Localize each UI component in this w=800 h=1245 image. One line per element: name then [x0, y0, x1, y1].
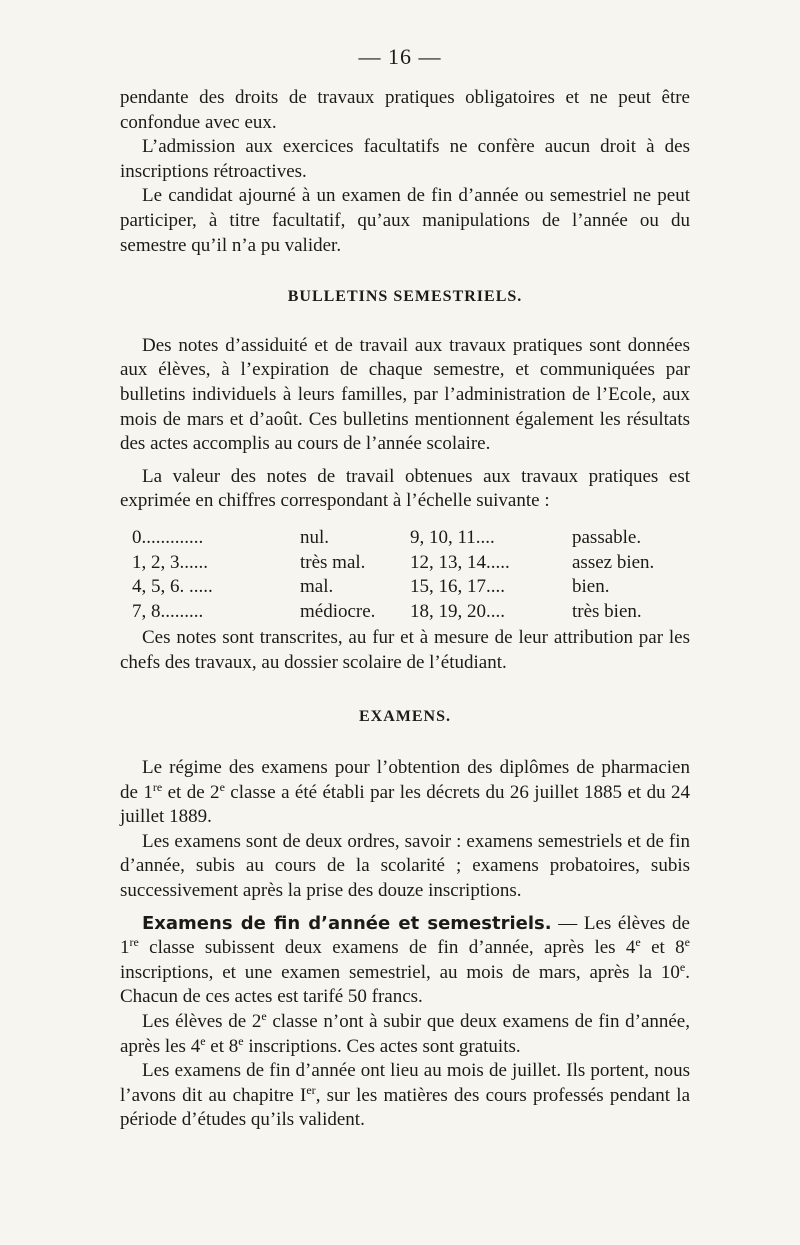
grade-marks: 9, 10, 11....: [410, 526, 495, 548]
grade-scale-row: [132, 526, 682, 551]
grade-scale-row: [132, 575, 682, 600]
section-title-examens: EXAMENS.: [358, 708, 451, 726]
grade-label: très mal.: [300, 551, 366, 573]
grade-label: assez bien.: [572, 551, 655, 573]
paragraph-exam-schedule: Les examens de fin d’année ont lieu au mois de juillet. Ils portent, nous l’avons dit au chapitre Ier, sur les matières des cours professés pendant la période d’études qu’ils valident.: [120, 1060, 690, 1131]
paragraph-optional-exercises: L’admission aux exercices facultatifs ne confère aucun droit à des inscriptions rétroactives.: [120, 136, 690, 182]
grade-marks: 15, 16, 17....: [410, 576, 505, 598]
grade-label: médiocre.: [300, 600, 376, 622]
section-title-bulletins: BULLETINS SEMESTRIELS.: [287, 288, 523, 306]
runin-heading: Examens de fin d’année et semestriels.: [142, 912, 552, 934]
paragraph-deferred-candidate: Le candidat ajourné à un examen de fin d’année ou semestriel ne peut participer, à titre facultatif, qu’aux manipulations de l’année ou du semestre qu’il n’a pu valider.: [120, 185, 690, 256]
grade-marks: 4, 5, 6. .....: [132, 576, 213, 598]
paragraph-exam-regime: Le régime des examens pour l’obtention des diplômes de pharmacien de 1re et de 2e classe a été établi par les décrets du 26 juillet 1885 et du 24 juillet 1889.: [120, 757, 690, 828]
page-body: [120, 86, 690, 1133]
grade-label: bien.: [572, 576, 610, 598]
paragraph-notes-transcribed: Ces notes sont transcrites, au fur et à mesure de leur attribution par les chefs des travaux, au dossier scolaire de l’étudiant.: [120, 627, 690, 673]
grade-scale-row: [132, 551, 682, 576]
grade-label: très bien.: [572, 600, 642, 622]
paragraph-year-end-exams: Examens de fin d’année et semestriels. — Les élèves de 1re classe subissent deux examens de fin d’année, après les 4e et 8e inscriptions, et une examen semestriel, au mois de mars, après la 10e. Chacun de ces actes est tarifé 50 francs.: [120, 912, 690, 1008]
grade-marks: 0.............: [132, 526, 204, 548]
grade-marks: 1, 2, 3......: [132, 551, 208, 573]
paragraph-grade-scale-intro: La valeur des notes de travail obtenues aux travaux pratiques est exprimée en chiffres correspondant à l’échelle suivante :: [120, 465, 690, 512]
grade-scale-row: [132, 600, 682, 625]
page-number: — 16 —: [358, 44, 442, 69]
grade-scale-table: [132, 526, 682, 624]
paragraph-bulletins: Des notes d’assiduité et de travail aux travaux pratiques sont données aux élèves, à l’expiration de chaque semestre, et communiquées par bulletins individuels à leurs familles, par l’administration de l’Ecole, aux mois de mars et d’août. Ces bulletins mentionnent également les résultats des actes accomplis au cours de l’année scolaire.: [120, 334, 690, 455]
grade-label: nul.: [300, 526, 330, 548]
paragraph-exam-orders: Les examens sont de deux ordres, savoir : examens semestriels et de fin d’année, subis au cours de la scolarité ; examens probatoires, subis successivement après la prise des douze inscriptions.: [120, 830, 690, 902]
grade-marks: 12, 13, 14.....: [410, 551, 510, 573]
paragraph-continuation: pendante des droits de travaux pratiques obligatoires et ne peut être confondue avec eux.: [120, 87, 690, 133]
grade-label: mal.: [300, 576, 334, 598]
grade-marks: 7, 8.........: [132, 600, 204, 622]
paragraph-second-class-exams: Les élèves de 2e classe n’ont à subir que deux examens de fin d’année, après les 4e et 8e inscriptions. Ces actes sont gratuits.: [120, 1009, 690, 1057]
grade-marks: 18, 19, 20....: [410, 600, 505, 622]
grade-label: passable.: [572, 526, 642, 548]
